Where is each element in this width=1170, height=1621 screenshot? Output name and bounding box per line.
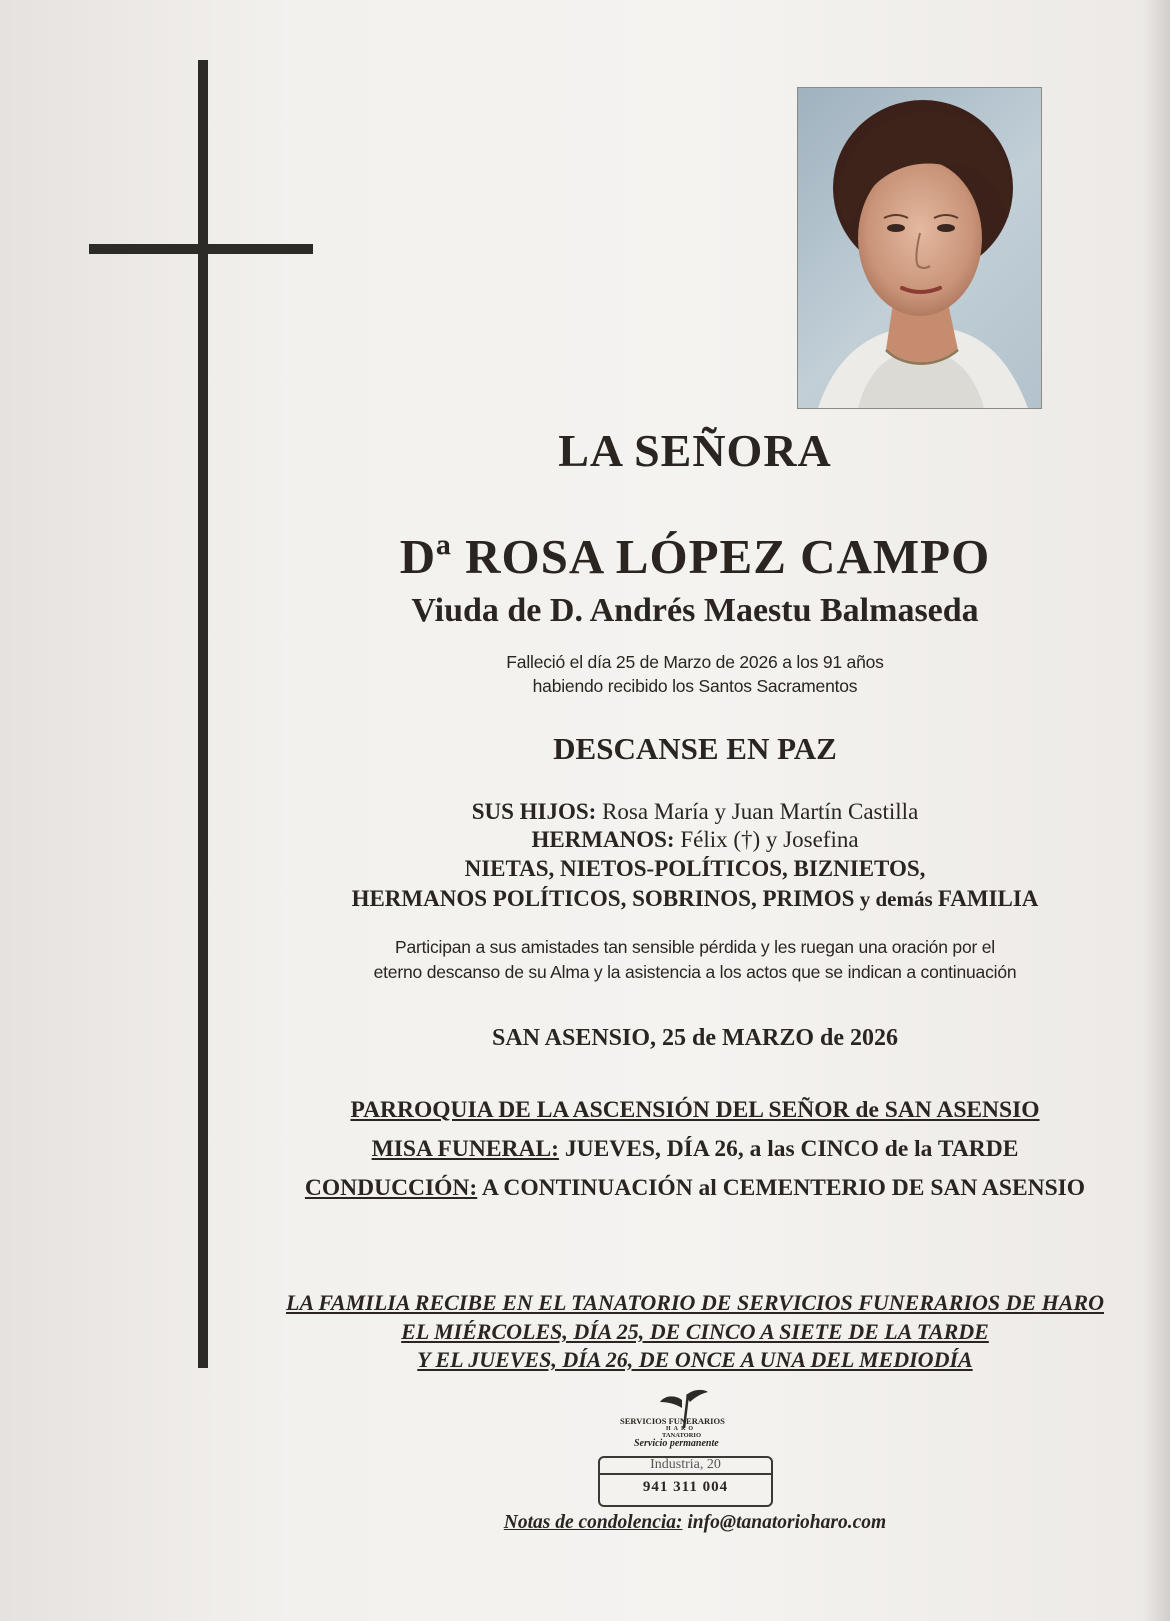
extended-family-line xyxy=(240,886,1150,912)
contact-box-divider xyxy=(600,1473,771,1475)
cross-horizontal-bar xyxy=(89,244,313,254)
extended-family-a: HERMANOS POLÍTICOS, SOBRINOS, PRIMOS xyxy=(351,886,855,911)
permanent-service: Servicio permanente xyxy=(634,1438,719,1449)
deceased-name: Dª ROSA LÓPEZ CAMPO xyxy=(399,529,991,584)
reception-line-1: LA FAMILIA RECIBE EN EL TANATORIO DE SERVICIOS FUNERARIOS DE HARO xyxy=(286,1290,1104,1315)
grandchildren-line: NIETAS, NIETOS-POLÍTICOS, BIZNIETOS, xyxy=(464,856,926,881)
condolences-line xyxy=(240,1512,1150,1534)
portrait-photo xyxy=(797,87,1042,409)
widow-of-line: Viuda de D. Andrés Maestu Balmaseda xyxy=(411,592,979,629)
siblings-label: HERMANOS: xyxy=(531,827,675,852)
funeral-mass-value: JUEVES, DÍA 26, a las CINCO de la TARDE xyxy=(558,1136,1019,1162)
participation-line-2: eterno descanso de su Alma y la asistencia a los actos que se indican a continuación xyxy=(373,962,1017,982)
logo-tanatorio: TANATORIO xyxy=(662,1432,702,1439)
conduction-label: CONDUCCIÓN: xyxy=(304,1175,478,1201)
condolences-label: Notas de condolencia: xyxy=(503,1512,683,1533)
children-label: SUS HIJOS: xyxy=(471,799,597,824)
death-date-line: Falleció el día 25 de Marzo de 2026 a los 91 años xyxy=(506,652,884,672)
participation-line-1: Participan a sus amistades tan sensible pérdida y les ruegan una oración por el xyxy=(395,937,995,957)
conduction-line xyxy=(240,1175,1150,1202)
reception-line-3: Y EL JUEVES, DÍA 26, DE ONCE A UNA DEL MEDIODÍA xyxy=(417,1347,973,1372)
place-date: SAN ASENSIO, 25 de MARZO de 2026 xyxy=(491,1025,899,1051)
parish-line: PARROQUIA DE LA ASCENSIÓN DEL SEÑOR de SAN ASENSIO xyxy=(350,1097,1040,1123)
funeral-home-address: Industria, 20 xyxy=(650,1457,721,1472)
logo-haro: HARO xyxy=(666,1426,696,1432)
siblings-line xyxy=(240,827,1150,853)
sacraments-line: habiendo recibido los Santos Sacramentos xyxy=(532,676,858,696)
conduction-value: A CONTINUACIÓN al CEMENTERIO DE SAN ASENSIO xyxy=(477,1175,1086,1201)
funeral-mass-line xyxy=(240,1136,1150,1163)
title-la-senora: LA SEÑORA xyxy=(558,425,832,476)
extended-family-c: FAMILIA xyxy=(937,886,1039,911)
funeral-mass-label: MISA FUNERAL: xyxy=(371,1136,559,1162)
condolences-email[interactable]: info@tanatorioharo.com xyxy=(682,1512,887,1533)
extended-family-b: y demás xyxy=(854,887,938,911)
portrait-illustration xyxy=(798,88,1041,408)
contact-box xyxy=(598,1456,773,1507)
children-names: Rosa María y Juan Martín Castilla xyxy=(596,799,919,824)
children-line xyxy=(240,799,1150,825)
rest-in-peace: DESCANSE EN PAZ xyxy=(553,731,837,766)
logo-servicios-funerarios: SERVICIOS FUNERARIOS xyxy=(620,1416,725,1426)
cross-vertical-bar xyxy=(198,60,208,1368)
reception-line-2: EL MIÉRCOLES, DÍA 25, DE CINCO A SIETE DE LA TARDE xyxy=(401,1319,989,1344)
siblings-names: Félix (†) y Josefina xyxy=(674,827,859,852)
funeral-home-phone: 941 311 004 xyxy=(642,1479,729,1495)
